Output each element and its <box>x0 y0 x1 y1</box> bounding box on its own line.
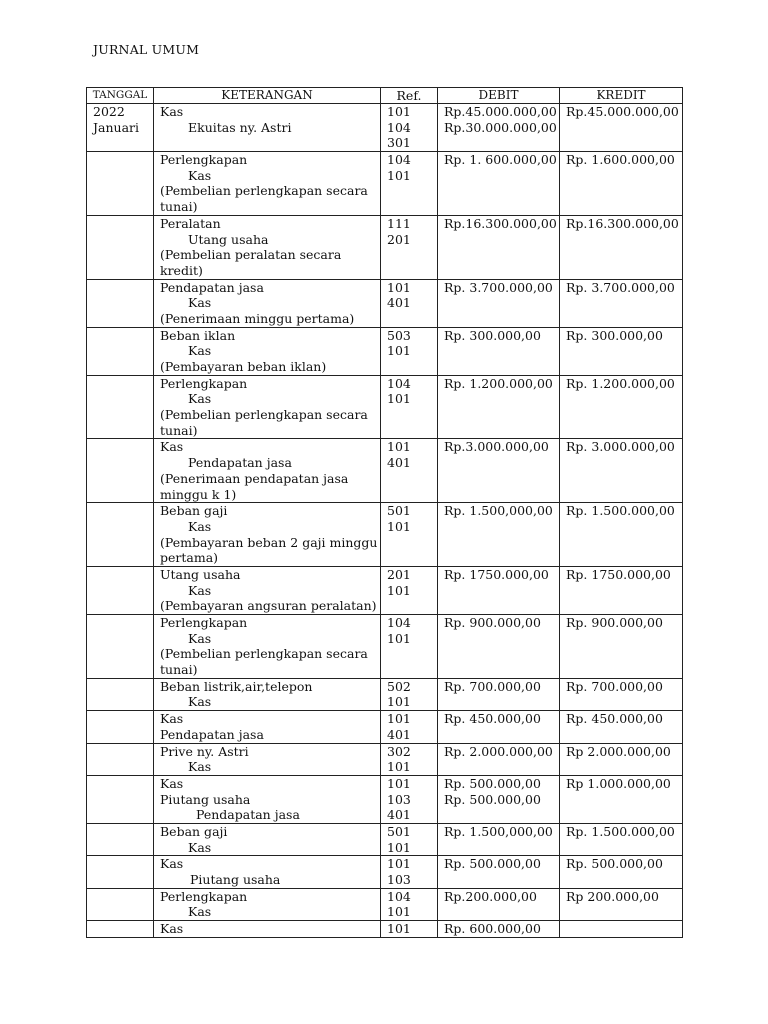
account-ref: 503 <box>387 327 411 343</box>
date-cell <box>87 566 154 614</box>
debit-amount: Rp.45.000.000,00 <box>444 104 557 119</box>
debit-cell <box>438 439 560 503</box>
description-line: Perlengkapan <box>160 152 248 168</box>
debit-amount: Rp. 450.000,00 <box>444 711 541 727</box>
debit-cell <box>438 566 560 614</box>
account-ref: 101 <box>387 694 411 710</box>
description-line: (Pembelian peralatan secara <box>160 247 342 263</box>
ref-cell <box>381 279 438 327</box>
account-ref: 101 <box>387 839 411 855</box>
account-ref: 104 <box>387 152 411 168</box>
account-ref: 101 <box>387 711 411 727</box>
account-ref: 103 <box>387 872 411 887</box>
kredit-cell <box>560 327 683 375</box>
description-line: Peralatan <box>160 215 221 231</box>
ref-cell <box>381 439 438 503</box>
debit-cell <box>438 823 560 855</box>
description-line: Beban listrik,air,telepon <box>160 678 313 694</box>
debit-amount: Rp. 700.000,00 <box>444 678 541 694</box>
account-ref: 502 <box>387 678 411 694</box>
account-ref: 104 <box>387 375 411 391</box>
debit-cell <box>438 104 560 152</box>
debit-cell <box>438 856 560 888</box>
description-line: Utang usaha <box>188 231 269 247</box>
kredit-amount: Rp. 1750.000,00 <box>566 566 671 582</box>
debit-amount: Rp.200.000,00 <box>444 888 537 904</box>
debit-cell <box>438 921 560 938</box>
date-cell <box>87 711 154 743</box>
header-row <box>87 88 683 104</box>
journal-entry-row <box>87 152 683 216</box>
kredit-cell <box>560 104 683 152</box>
account-ref: 101 <box>387 759 411 775</box>
journal-entry-row <box>87 711 683 743</box>
date-cell <box>87 743 154 775</box>
description-line: Ekuitas ny. Astri <box>188 119 292 135</box>
description-line: Pendapatan jasa <box>160 279 264 295</box>
description-line: Kas <box>160 775 184 791</box>
account-ref: 103 <box>387 791 411 807</box>
journal-entry-row <box>87 823 683 855</box>
journal-entry-row <box>87 615 683 679</box>
debit-cell <box>438 615 560 679</box>
ref-cell <box>381 678 438 710</box>
account-ref: 401 <box>387 295 411 311</box>
debit-cell <box>438 327 560 375</box>
kredit-cell <box>560 856 683 888</box>
date-cell <box>87 279 154 327</box>
description-line: Kas <box>188 518 212 534</box>
debit-cell <box>438 152 560 216</box>
description-cell <box>154 678 381 710</box>
account-ref: 104 <box>387 615 411 630</box>
kredit-cell <box>560 921 683 938</box>
ref-cell <box>381 775 438 823</box>
journal-entry-row <box>87 775 683 823</box>
account-ref: 301 <box>387 135 411 151</box>
description-line: Beban gaji <box>160 503 228 519</box>
description-line: Kas <box>188 694 212 710</box>
kredit-amount: Rp. 3.000.000,00 <box>566 439 675 455</box>
kredit-amount: Rp.45.000.000,00 <box>566 104 679 119</box>
kredit-amount: Rp. 700.000,00 <box>566 678 663 694</box>
description-line: Perlengkapan <box>160 615 248 630</box>
account-ref: 101 <box>387 904 411 920</box>
kredit-cell <box>560 152 683 216</box>
ref-cell <box>381 152 438 216</box>
description-line: Utang usaha <box>160 566 241 582</box>
debit-amount: Rp. 3.700.000,00 <box>444 279 553 295</box>
date-text: Januari <box>93 119 139 135</box>
journal-entry-row <box>87 439 683 503</box>
description-line: (Pembayaran beban iklan) <box>160 359 327 374</box>
description-line: pertama) <box>160 550 219 566</box>
account-ref: 101 <box>387 775 411 791</box>
description-cell <box>154 566 381 614</box>
account-ref: 101 <box>387 391 411 407</box>
kredit-amount: Rp.16.300.000,00 <box>566 215 679 231</box>
debit-amount: Rp. 1. 600.000,00 <box>444 152 557 168</box>
ref-cell <box>381 743 438 775</box>
description-line: Kas <box>188 839 212 855</box>
journal-entry-row <box>87 215 683 279</box>
debit-amount: Rp. 600.000,00 <box>444 921 541 937</box>
debit-cell <box>438 678 560 710</box>
journal-entry-row <box>87 327 683 375</box>
document-title: JURNAL UMUM <box>93 42 200 57</box>
ref-cell <box>381 375 438 439</box>
description-line: Perlengkapan <box>160 375 248 391</box>
description-line: Kas <box>188 343 212 359</box>
date-cell <box>87 678 154 710</box>
journal-body <box>87 104 683 938</box>
description-cell <box>154 215 381 279</box>
account-ref: 101 <box>387 279 411 295</box>
account-ref: 401 <box>387 807 411 823</box>
description-line: Perlengkapan <box>160 888 248 904</box>
date-cell <box>87 615 154 679</box>
account-ref: 501 <box>387 823 411 839</box>
description-cell <box>154 615 381 679</box>
description-line: (Pembelian perlengkapan secara <box>160 646 368 662</box>
journal-entry-row <box>87 104 683 152</box>
description-line: (Penerimaan pendapatan jasa <box>160 470 349 486</box>
account-ref: 104 <box>387 888 411 904</box>
description-line: Kas <box>188 630 212 646</box>
ref-cell <box>381 503 438 567</box>
account-ref: 104 <box>387 119 411 135</box>
description-cell <box>154 152 381 216</box>
kredit-amount: Rp. 1.200.000,00 <box>566 375 675 391</box>
kredit-amount: Rp. 1.500.000,00 <box>566 823 675 839</box>
description-cell <box>154 375 381 439</box>
description-cell <box>154 888 381 920</box>
description-line: (Penerimaan minggu pertama) <box>160 310 355 326</box>
date-cell <box>87 375 154 439</box>
debit-cell <box>438 711 560 743</box>
kredit-cell <box>560 503 683 567</box>
journal-entry-row <box>87 678 683 710</box>
description-line: (Pembelian perlengkapan secara <box>160 407 368 423</box>
journal-entry-row <box>87 566 683 614</box>
journal-entry-row <box>87 279 683 327</box>
debit-cell <box>438 375 560 439</box>
kredit-amount: Rp 2.000.000,00 <box>566 743 671 759</box>
debit-amount: Rp. 500.000,00 <box>444 856 541 872</box>
description-cell <box>154 775 381 823</box>
description-line: Kas <box>160 104 184 119</box>
account-ref: 101 <box>387 518 411 534</box>
debit-amount: Rp. 1.500,000,00 <box>444 503 553 519</box>
description-line: Prive ny. Astri <box>160 743 249 759</box>
kredit-amount: Rp. 300.000,00 <box>566 327 663 343</box>
debit-amount: Rp.30.000.000,00 <box>444 119 557 135</box>
description-line: minggu k 1) <box>160 486 237 502</box>
kredit-cell <box>560 775 683 823</box>
description-line: tunai) <box>160 199 198 215</box>
kredit-cell <box>560 615 683 679</box>
debit-amount: Rp.16.300.000,00 <box>444 215 557 231</box>
debit-amount: Rp. 300.000,00 <box>444 327 541 343</box>
description-line: Piutang usaha <box>190 872 281 887</box>
date-cell <box>87 888 154 920</box>
account-ref: 101 <box>387 439 411 455</box>
account-ref: 101 <box>387 104 411 119</box>
ref-cell <box>381 327 438 375</box>
ref-cell <box>381 888 438 920</box>
description-line: Kas <box>188 295 212 311</box>
description-line: Kas <box>188 167 212 183</box>
kredit-cell <box>560 215 683 279</box>
description-line: Kas <box>188 904 212 920</box>
kredit-amount: Rp. 1.500.000,00 <box>566 503 675 519</box>
description-line: Beban iklan <box>160 327 236 343</box>
header-debit: DEBIT <box>438 88 560 104</box>
ref-cell <box>381 104 438 152</box>
date-cell <box>87 775 154 823</box>
description-line: Pendapatan jasa <box>196 807 300 823</box>
kredit-amount: Rp. 450.000,00 <box>566 711 663 727</box>
description-line: kredit) <box>160 262 203 278</box>
debit-amount: Rp. 1.200.000,00 <box>444 375 553 391</box>
description-line: Kas <box>188 582 212 598</box>
date-cell <box>87 856 154 888</box>
description-cell <box>154 439 381 503</box>
debit-cell <box>438 503 560 567</box>
debit-cell <box>438 743 560 775</box>
account-ref: 101 <box>387 167 411 183</box>
debit-amount: Rp. 2.000.000,00 <box>444 743 553 759</box>
journal-entry-row <box>87 921 683 938</box>
debit-amount: Rp. 900.000,00 <box>444 615 541 630</box>
debit-amount: Rp.3.000.000,00 <box>444 439 549 455</box>
description-line: Pendapatan jasa <box>188 455 292 471</box>
header-keterangan: KETERANGAN <box>154 88 381 104</box>
ref-cell <box>381 921 438 938</box>
description-line: tunai) <box>160 422 198 438</box>
description-cell <box>154 856 381 888</box>
kredit-cell <box>560 743 683 775</box>
description-line: Kas <box>188 759 212 775</box>
account-ref: 401 <box>387 726 411 742</box>
date-cell <box>87 503 154 567</box>
kredit-cell <box>560 678 683 710</box>
debit-cell <box>438 215 560 279</box>
account-ref: 201 <box>387 231 411 247</box>
description-cell <box>154 921 381 938</box>
account-ref: 101 <box>387 630 411 646</box>
kredit-cell <box>560 888 683 920</box>
description-line: Kas <box>160 711 184 727</box>
journal-entry-row <box>87 888 683 920</box>
description-cell <box>154 104 381 152</box>
account-ref: 201 <box>387 566 411 582</box>
debit-amount: Rp. 1.500,000,00 <box>444 823 553 839</box>
kredit-cell <box>560 439 683 503</box>
ref-cell <box>381 615 438 679</box>
description-line: (Pembayaran angsuran peralatan) <box>160 598 377 614</box>
description-cell <box>154 743 381 775</box>
header-kredit: KREDIT <box>560 88 683 104</box>
debit-cell <box>438 279 560 327</box>
kredit-amount: Rp 1.000.000,00 <box>566 775 671 791</box>
account-ref: 401 <box>387 455 411 471</box>
description-line: Beban gaji <box>160 823 228 839</box>
account-ref: 101 <box>387 582 411 598</box>
kredit-amount: Rp. 1.600.000,00 <box>566 152 675 168</box>
description-line: tunai) <box>160 662 198 678</box>
description-line: Kas <box>188 391 212 407</box>
date-cell <box>87 327 154 375</box>
description-cell <box>154 279 381 327</box>
description-line: Kas <box>160 856 184 872</box>
date-text: 2022 <box>93 104 125 119</box>
description-line: (Pembelian perlengkapan secara <box>160 183 368 199</box>
header-ref: Ref. <box>381 88 438 104</box>
ref-cell <box>381 566 438 614</box>
kredit-cell <box>560 375 683 439</box>
debit-cell <box>438 888 560 920</box>
kredit-cell <box>560 566 683 614</box>
debit-amount: Rp. 500.000,00 <box>444 791 541 807</box>
date-cell <box>87 439 154 503</box>
debit-amount: Rp. 1750.000,00 <box>444 566 549 582</box>
description-line: Pendapatan jasa <box>160 726 264 742</box>
kredit-cell <box>560 711 683 743</box>
ref-cell <box>381 823 438 855</box>
ref-cell <box>381 711 438 743</box>
date-cell <box>87 921 154 938</box>
journal-table <box>86 87 683 938</box>
kredit-amount: Rp. 3.700.000,00 <box>566 279 675 295</box>
journal-entry-row <box>87 375 683 439</box>
header-tanggal: TANGGAL <box>87 88 154 104</box>
ref-cell <box>381 215 438 279</box>
date-cell <box>87 104 154 152</box>
kredit-amount: Rp 200.000,00 <box>566 888 659 904</box>
date-cell <box>87 152 154 216</box>
account-ref: 302 <box>387 743 411 759</box>
journal-entry-row <box>87 743 683 775</box>
date-cell <box>87 215 154 279</box>
description-cell <box>154 327 381 375</box>
description-line: (Pembayaran beban 2 gaji minggu <box>160 534 378 550</box>
date-cell <box>87 823 154 855</box>
kredit-cell <box>560 823 683 855</box>
description-line: Kas <box>160 439 184 455</box>
account-ref: 101 <box>387 343 411 359</box>
kredit-amount: Rp. 900.000,00 <box>566 615 663 630</box>
description-line: Kas <box>160 921 184 937</box>
kredit-cell <box>560 279 683 327</box>
account-ref: 101 <box>387 921 411 937</box>
account-ref: 111 <box>387 215 411 231</box>
kredit-amount: Rp. 500.000,00 <box>566 856 663 872</box>
journal-entry-row <box>87 856 683 888</box>
description-line: Piutang usaha <box>160 791 251 807</box>
account-ref: 101 <box>387 856 411 872</box>
debit-amount: Rp. 500.000,00 <box>444 775 541 791</box>
journal-entry-row <box>87 503 683 567</box>
account-ref: 501 <box>387 503 411 519</box>
description-cell <box>154 503 381 567</box>
debit-cell <box>438 775 560 823</box>
ref-cell <box>381 856 438 888</box>
description-cell <box>154 823 381 855</box>
description-cell <box>154 711 381 743</box>
